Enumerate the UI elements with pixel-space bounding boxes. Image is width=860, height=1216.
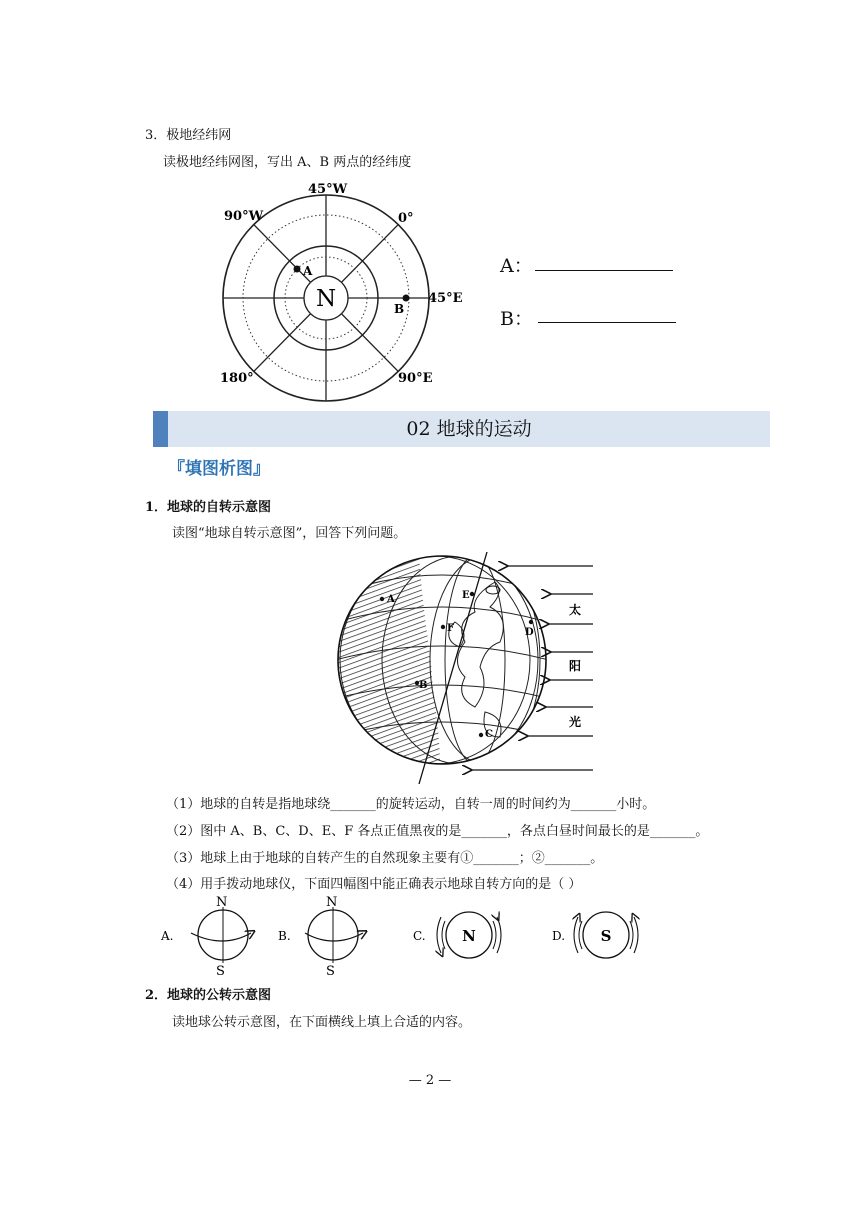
point-b-label: B <box>394 302 405 316</box>
globe-point-c: C <box>485 729 493 740</box>
point-a-dot <box>294 266 301 273</box>
option-a-top: N <box>216 895 228 910</box>
globe-point-f: F <box>447 623 455 634</box>
section-prompt: 读极地经纬网图，写出 A、B 两点的经纬度 <box>163 155 412 170</box>
answer-a-blank[interactable] <box>535 270 673 271</box>
label-180: 180° <box>220 371 254 386</box>
banner-accent-bar <box>153 411 168 447</box>
sun-char-3: 光 <box>569 715 582 729</box>
rotation-options <box>155 893 655 978</box>
page-number: — 2 — <box>408 1073 452 1088</box>
q1-heading: 1．地球的自转示意图 <box>145 500 272 515</box>
answer-b-label: B： <box>500 308 533 330</box>
globe-point-a: A <box>387 594 395 605</box>
point-a-label: A <box>303 264 313 278</box>
option-b[interactable] <box>278 895 363 978</box>
q2-heading: 2．地球的公转示意图 <box>145 988 272 1003</box>
option-b-letter: B. <box>278 929 291 943</box>
globe-point-d: D <box>525 627 534 638</box>
option-c-center: N <box>462 927 476 945</box>
pole-label: N <box>315 286 337 312</box>
polar-grid-diagram <box>212 178 472 408</box>
option-d-center: S <box>600 927 612 945</box>
q1-question-1: （1）地球的自转是指地球绕_______的旋转运动，自转一周的时间约为_______小时。 <box>166 797 656 812</box>
globe-point-b: B <box>419 680 428 691</box>
banner-title: 02 地球的运动 <box>406 418 532 440</box>
earth-rotation-diagram <box>335 552 605 784</box>
q1-question-4: （4）用手拨动地球仪，下面四幅图中能正确表示地球自转方向的是（ ） <box>166 877 582 892</box>
q1-question-2: （2）图中 A、B、C、D、E、F 各点正值黑夜的是_______，各点白昼时间最长的是_______。 <box>166 824 709 839</box>
option-c[interactable] <box>413 912 501 958</box>
label-45e: 45°E <box>428 291 463 306</box>
subsection-tag: 『填图析图』 <box>168 459 270 479</box>
label-90w: 90°W <box>224 209 264 224</box>
point-b-dot <box>403 295 410 302</box>
option-a-letter: A. <box>161 929 174 943</box>
label-90e: 90°E <box>398 371 433 386</box>
answer-b-blank[interactable] <box>538 322 676 323</box>
q1-question-3: （3）地球上由于地球的自转产生的自然现象主要有①_______；②_______。 <box>166 851 604 866</box>
section-heading: 3．极地经纬网 <box>145 128 232 143</box>
sun-char-2: 阳 <box>569 659 582 673</box>
label-0: 0° <box>398 211 414 226</box>
option-d[interactable] <box>552 912 638 958</box>
option-c-letter: C. <box>413 929 426 943</box>
q2-prompt: 读地球公转示意图，在下面横线上填上合适的内容。 <box>172 1015 472 1030</box>
sun-char-1: 太 <box>569 603 582 617</box>
q1-prompt: 读图“地球自转示意图”，回答下列问题。 <box>172 526 407 541</box>
option-d-letter: D. <box>552 929 566 943</box>
globe-point-e: E <box>462 590 470 601</box>
option-b-top: N <box>326 895 338 910</box>
option-a-bottom: S <box>216 964 225 978</box>
label-45w: 45°W <box>308 182 348 197</box>
option-b-bottom: S <box>326 964 335 978</box>
option-a[interactable] <box>160 895 251 978</box>
answer-a-label: A： <box>500 255 533 277</box>
